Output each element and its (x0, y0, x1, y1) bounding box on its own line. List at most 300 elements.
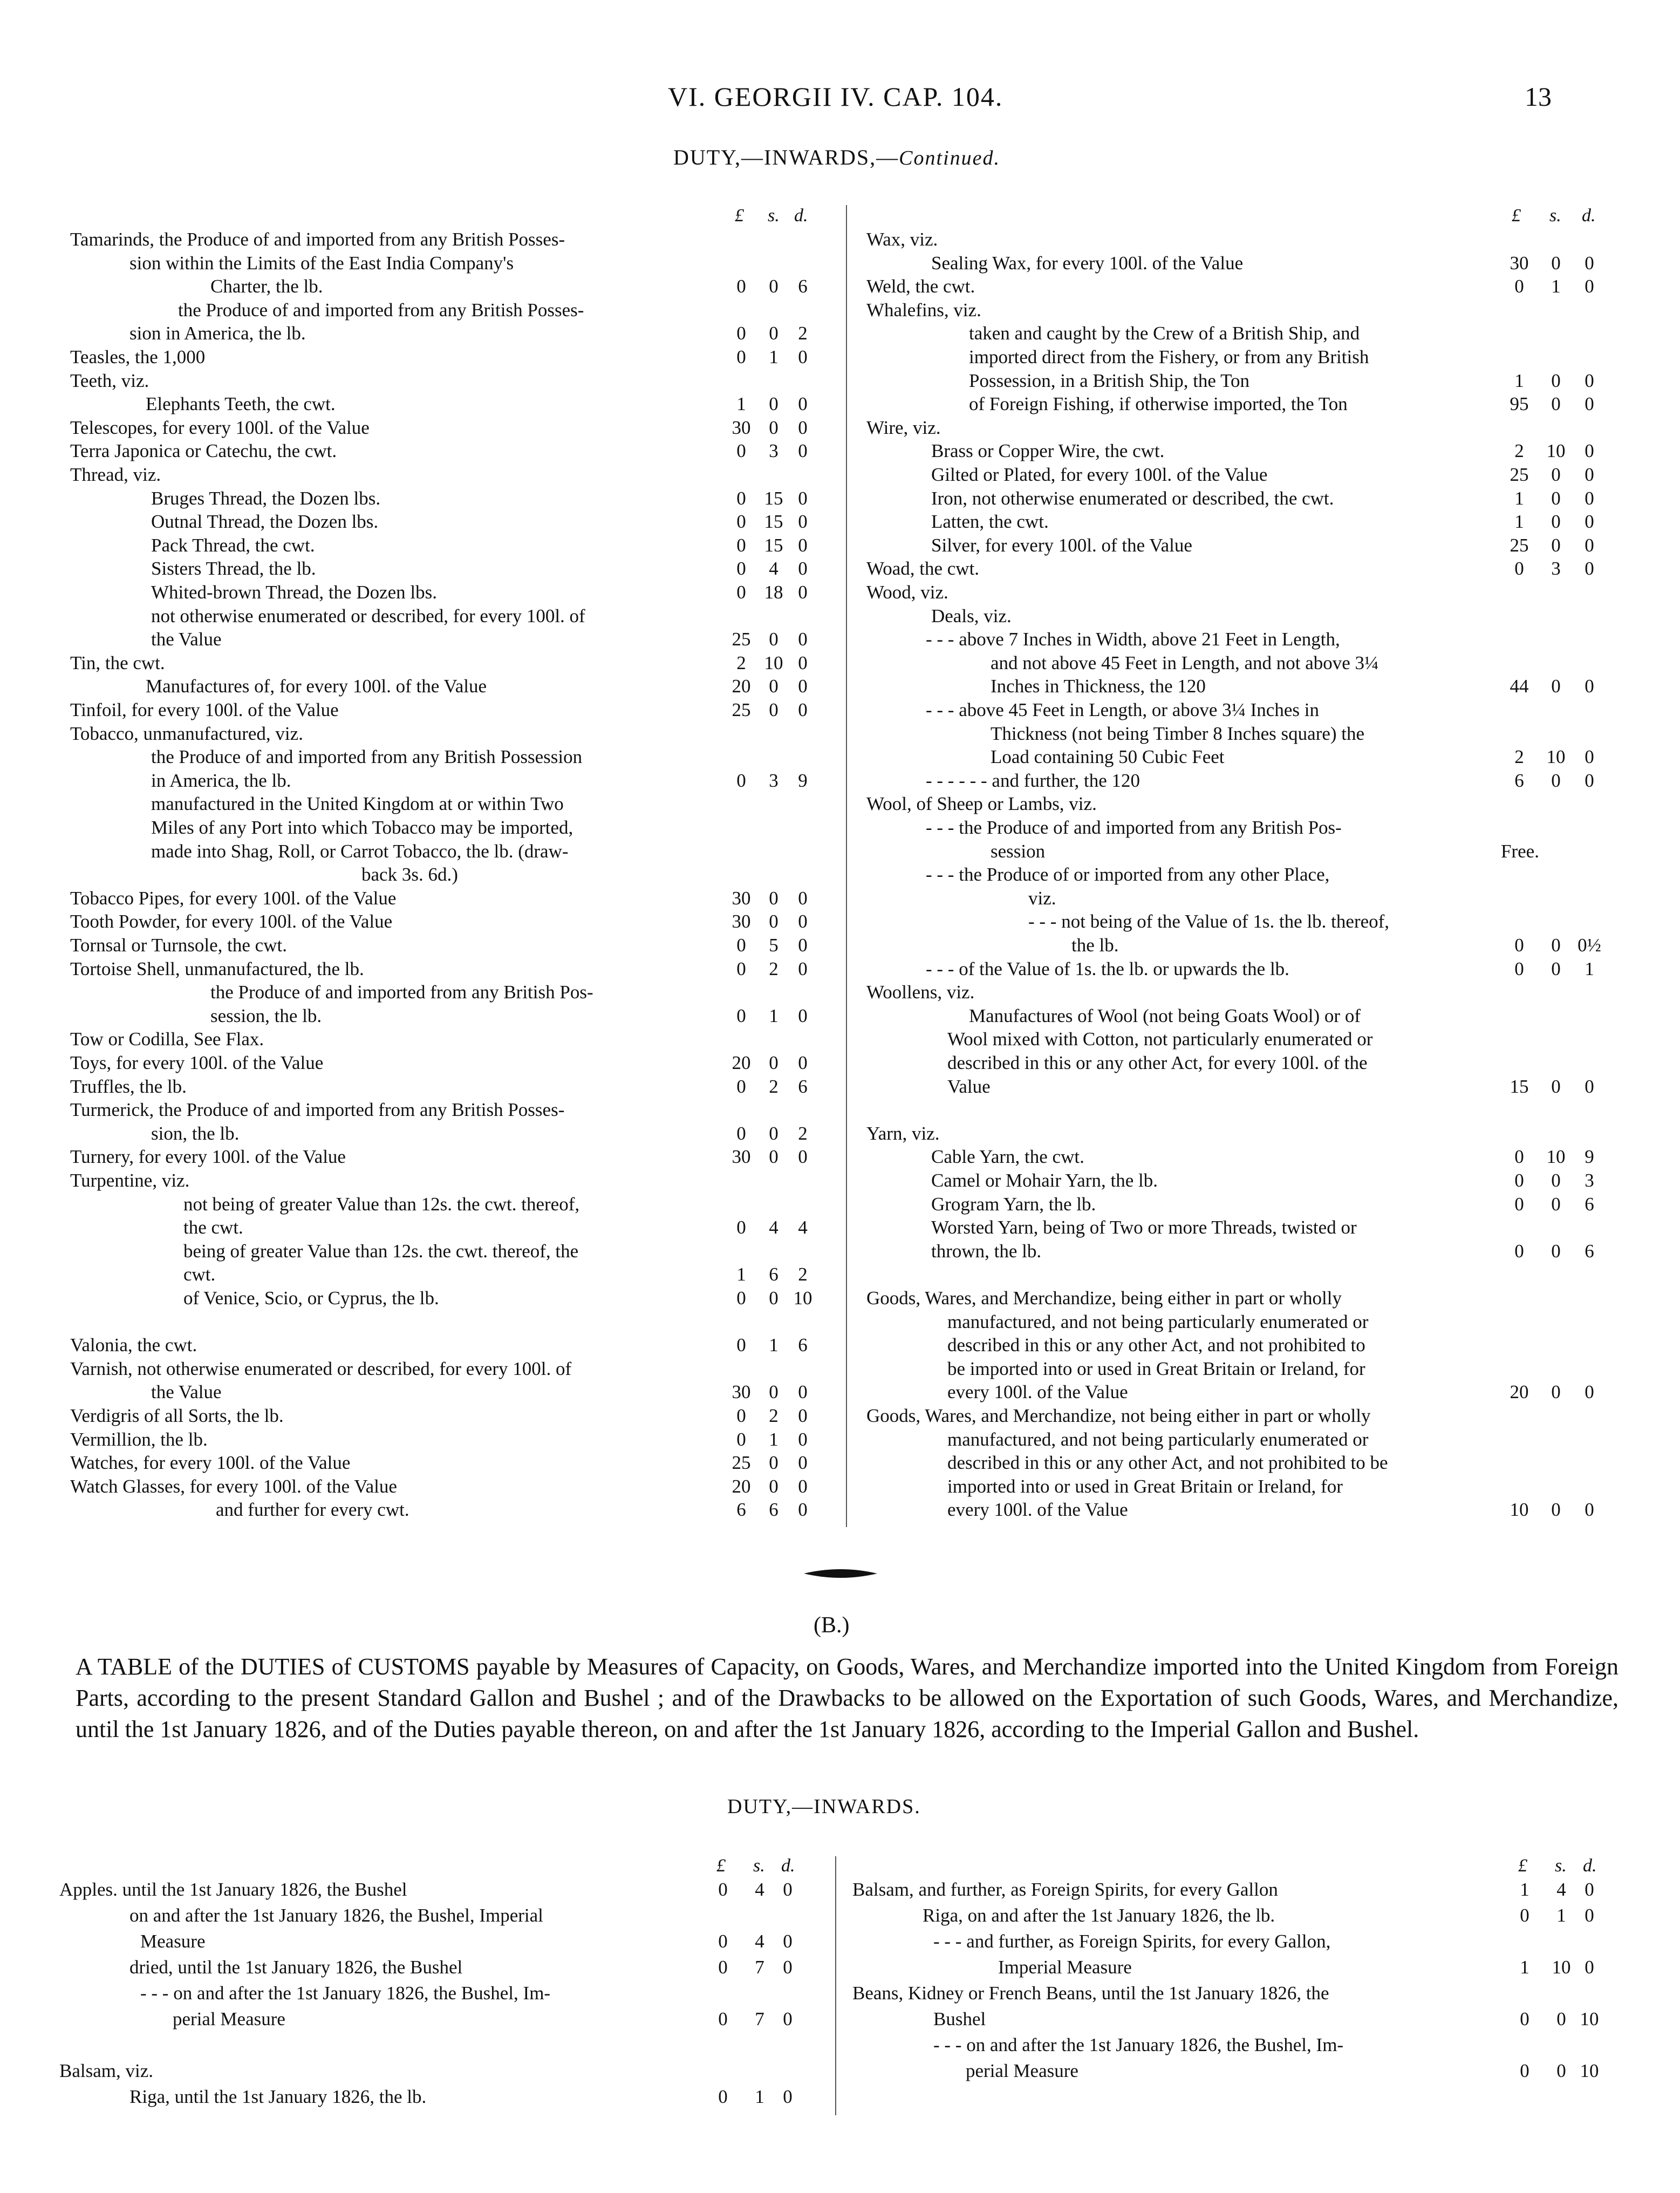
tariff-item-text: Thread, viz. (70, 464, 161, 485)
tariff-item-text: Tin, the cwt. (70, 652, 165, 673)
tariff-item-text: Turmerick, the Produce of and imported from any British Posses- (70, 1099, 565, 1121)
tariff-pounds: 0 (1514, 1240, 1524, 1262)
tariff-item-text: Balsam, viz. (59, 2060, 153, 2081)
tariff-item-text: Truffles, the lb. (70, 1075, 187, 1097)
tariff-item-text: Iron, not otherwise enumerated or described, the cwt. (931, 487, 1334, 509)
tariff-item-text: Turnery, for every 100l. of the Value (70, 1146, 346, 1168)
tariff-pounds: 0 (718, 1931, 728, 1952)
tariff-pence: 0 (1585, 1957, 1594, 1978)
pence-head: d. (1583, 1856, 1597, 1876)
tariff-item-text: Toys, for every 100l. of the Value (70, 1052, 324, 1073)
tariff-shillings: 3 (769, 769, 778, 791)
tariff-item-text: - - - the Produce of or imported from any other Place, (926, 864, 1330, 886)
tariff-pounds: 2 (1514, 440, 1524, 462)
tariff-shillings: 4 (769, 558, 778, 580)
tariff-item-text: - - - above 7 Inches in Width, above 21 Feet in Length, (926, 629, 1340, 650)
tariff-item-text: be imported into or used in Great Britain or Ireland, for (947, 1358, 1365, 1379)
tariff-pounds: 20 (732, 1052, 751, 1073)
tariff-item-text: Goods, Wares, and Merchandize, not being either in part or wholly (866, 1405, 1371, 1426)
tariff-shillings: 0 (769, 1288, 778, 1309)
tariff-item-text: - - - above 45 Feet in Length, or above 3¼ Inches in (926, 699, 1319, 720)
tariff-pounds: 0 (1514, 958, 1524, 979)
tariff-pence: 0 (1585, 252, 1594, 274)
pounds-head: £ (1512, 206, 1521, 226)
tariff-pence: 0 (1585, 1905, 1594, 1926)
tariff-pounds: 0 (736, 511, 746, 533)
tariff-shillings: 0 (769, 1452, 778, 1474)
tariff-pounds: 0 (1520, 2008, 1529, 2029)
tariff-item-text: cwt. (183, 1264, 216, 1285)
tariff-item-text: Sisters Thread, the lb. (151, 558, 316, 580)
tariff-shillings: 0 (769, 1052, 778, 1073)
tariff-pounds: 20 (732, 676, 751, 697)
tariff-item-text: Tooth Powder, for every 100l. of the Value (70, 911, 393, 932)
tariff-pounds: 30 (1510, 252, 1529, 274)
tariff-item-text: imported direct from the Fishery, or from any British (969, 346, 1369, 367)
tariff-free-label: Free. (1501, 840, 1539, 862)
tariff-pounds: 44 (1510, 676, 1529, 697)
tariff-item-text: Sealing Wax, for every 100l. of the Value (931, 252, 1244, 274)
tariff-shillings: 0 (769, 393, 778, 415)
tariff-item-text: Wax, viz. (866, 229, 938, 250)
tariff-pence: 0½ (1577, 935, 1601, 956)
tariff-pounds: 0 (736, 440, 746, 462)
tariff-item-text: of Venice, Scio, or Cyprus, the lb. (183, 1288, 439, 1309)
tariff-item-text: Terra Japonica or Catechu, the cwt. (70, 440, 337, 462)
tariff-shillings: 1 (1556, 1905, 1566, 1926)
tariff-shillings: 0 (1551, 769, 1561, 791)
tariff-pounds: 1 (736, 1264, 746, 1285)
tariff-shillings: 18 (764, 582, 783, 603)
tariff-pence: 3 (1585, 1170, 1594, 1191)
tariff-pence: 0 (1585, 370, 1594, 391)
tariff-pounds: 0 (736, 534, 746, 556)
tariff-pence: 1 (1585, 958, 1594, 979)
pounds-head: £ (735, 206, 744, 226)
tariff-item-text: the cwt. (183, 1217, 243, 1238)
tariff-pounds: 0 (736, 769, 746, 791)
tariff-pence: 9 (798, 769, 808, 791)
tariff-shillings: 6 (769, 1499, 778, 1521)
tariff-pounds: 1 (1520, 1957, 1529, 1978)
tariff-pence: 0 (798, 346, 808, 367)
tariff-pounds: 6 (736, 1499, 746, 1521)
tariff-item-text: Wool, of Sheep or Lambs, viz. (866, 793, 1097, 815)
tariff-pounds: 30 (732, 887, 751, 909)
tariff-pounds: 0 (718, 2008, 728, 2029)
tariff-item-text: Tortoise Shell, unmanufactured, the lb. (70, 958, 364, 979)
tariff-item-text: and not above 45 Feet in Length, and not above 3¼ (991, 652, 1379, 673)
tariff-pence: 0 (1585, 276, 1594, 297)
tariff-pence: 0 (798, 417, 808, 438)
tariff-pounds: 0 (736, 958, 746, 979)
tariff-item-text: - - - of the Value of 1s. the lb. or upwards the lb. (926, 958, 1289, 979)
tariff-pounds: 0 (736, 558, 746, 580)
tariff-pounds: 25 (732, 629, 751, 650)
tariff-item-text: Goods, Wares, and Merchandize, being either in part or wholly (866, 1288, 1342, 1309)
tariff-pounds: 30 (732, 1146, 751, 1168)
tariff-item-text: the Value (151, 1381, 222, 1403)
tariff-pounds: 20 (1510, 1381, 1529, 1403)
tariff-item-text: Miles of any Port into which Tobacco may be imported, (151, 817, 573, 838)
tariff-pence: 0 (798, 652, 808, 673)
tariff-pounds: 20 (732, 1475, 751, 1497)
tariff-shillings: 0 (769, 1146, 778, 1168)
tariff-item-text: Silver, for every 100l. of the Value (931, 534, 1192, 556)
tariff-item-text: Weld, the cwt. (866, 276, 975, 297)
tariff-item-text: Load containing 50 Cubic Feet (991, 746, 1225, 768)
tariff-pence: 0 (798, 440, 808, 462)
tariff-pence: 2 (798, 1122, 808, 1144)
tariff-pounds: 1 (1514, 370, 1524, 391)
tariff-shillings: 1 (769, 1334, 778, 1356)
tariff-pounds: 0 (736, 276, 746, 297)
tariff-item-text: Tamarinds, the Produce of and imported from any British Posses- (70, 229, 565, 250)
tariff-shillings: 0 (769, 323, 778, 344)
tariff-item-text: Teasles, the 1,000 (70, 346, 206, 367)
page-number: 13 (1525, 81, 1552, 112)
tariff-shillings: 0 (769, 676, 778, 697)
tariff-pounds: 0 (1520, 1905, 1529, 1926)
tariff-pence: 0 (798, 1005, 808, 1026)
tariff-shillings: 0 (769, 911, 778, 932)
tariff-item-text: Varnish, not otherwise enumerated or described, for every 100l. of (70, 1358, 572, 1379)
tariff-item-text: manufactured, and not being particularly enumerated or (947, 1311, 1369, 1332)
tariff-item-text: Measure (140, 1931, 206, 1952)
tariff-pence: 6 (798, 1334, 808, 1356)
tariff-shillings: 10 (1552, 1957, 1571, 1978)
tariff-shillings: 6 (769, 1264, 778, 1285)
tariff-item-text: not being of greater Value than 12s. the cwt. thereof, (183, 1193, 580, 1215)
tariff-item-text: the Produce of and imported from any British Posses- (178, 299, 584, 321)
tariff-shillings: 10 (1546, 440, 1566, 462)
tariff-shillings: 0 (1551, 252, 1561, 274)
tariff-pence: 0 (1585, 1879, 1594, 1900)
tariff-pence: 6 (1585, 1193, 1594, 1215)
subtitle-main: DUTY,—INWARDS,— (673, 145, 899, 169)
tariff-pounds: 0 (1514, 1193, 1524, 1215)
column-divider (846, 205, 847, 1527)
tariff-pence: 0 (798, 911, 808, 932)
tariff-item-text: - - - and further, as Foreign Spirits, for every Gallon, (933, 1931, 1331, 1952)
tariff-item-text: Cable Yarn, the cwt. (931, 1146, 1084, 1168)
tariff-item-text: Valonia, the cwt. (70, 1334, 197, 1356)
tariff-item-text: session (991, 840, 1046, 862)
tariff-item-text: and further for every cwt. (216, 1499, 409, 1521)
tariff-pence: 0 (798, 676, 808, 697)
tariff-item-text: the Value (151, 629, 222, 650)
tariff-pence: 0 (1585, 1075, 1594, 1097)
tariff-pence: 0 (783, 1931, 793, 1952)
tariff-item-text: the Produce of and imported from any British Possession (151, 746, 583, 768)
shillings-head: s. (768, 206, 780, 226)
b-left-column (59, 1854, 820, 2113)
tariff-pence: 0 (1585, 487, 1594, 509)
tariff-item-text: described in this or any other Act, and not prohibited to be (947, 1452, 1388, 1474)
tariff-pounds: 0 (736, 1405, 746, 1426)
tariff-shillings: 0 (769, 1381, 778, 1403)
tariff-pounds: 0 (1520, 2060, 1529, 2081)
tariff-item-text: made into Shag, Roll, or Carrot Tobacco, the lb. (draw- (151, 840, 569, 862)
tariff-item-text: described in this or any other Act, and not prohibited to (947, 1334, 1365, 1356)
tariff-shillings: 1 (1551, 276, 1561, 297)
tariff-pence: 4 (798, 1217, 808, 1238)
tariff-shillings: 10 (1546, 1146, 1566, 1168)
tariff-pence: 0 (1585, 393, 1594, 415)
pence-head: d. (781, 1856, 795, 1876)
left-column (70, 204, 825, 1542)
tariff-shillings: 0 (1551, 935, 1561, 956)
tariff-shillings: 2 (769, 958, 778, 979)
tariff-pounds: 1 (1514, 511, 1524, 533)
tariff-shillings: 10 (1546, 746, 1566, 768)
tariff-item-text: Wire, viz. (866, 417, 941, 438)
tariff-item-text: Tinfoil, for every 100l. of the Value (70, 699, 339, 720)
column-divider (835, 1856, 836, 2115)
tariff-item-text: Charter, the lb. (210, 276, 323, 297)
tariff-item-text: Manufactures of Wool (not being Goats Wool) or of (969, 1005, 1361, 1026)
tariff-item-text: Telescopes, for every 100l. of the Value (70, 417, 370, 438)
tariff-item-text: Woad, the cwt. (866, 558, 980, 580)
tariff-item-text: - - - - - - and further, the 120 (926, 769, 1141, 791)
duty-inwards-subtitle (673, 145, 1000, 170)
tariff-pence: 0 (1585, 746, 1594, 768)
tariff-pounds: 0 (1514, 1170, 1524, 1191)
tariff-item-text: - - - the Produce of and imported from any British Pos- (926, 817, 1342, 838)
tariff-shillings: 10 (764, 652, 783, 673)
tariff-pence: 0 (798, 1381, 808, 1403)
tariff-item-text: Whited-brown Thread, the Dozen lbs. (151, 582, 438, 603)
tariff-item-text: Deals, viz. (931, 605, 1012, 626)
tariff-item-text: dried, until the 1st January 1826, the Bushel (129, 1957, 463, 1978)
tariff-pence: 6 (798, 276, 808, 297)
tariff-item-text: Balsam, and further, as Foreign Spirits, for every Gallon (852, 1879, 1278, 1900)
tariff-pounds: 25 (1510, 534, 1529, 556)
tariff-shillings: 5 (769, 935, 778, 956)
tariff-pence: 0 (798, 487, 808, 509)
tariff-item-text: session, the lb. (210, 1005, 322, 1026)
tariff-shillings: 3 (1551, 558, 1561, 580)
tariff-pence: 0 (1585, 511, 1594, 533)
tariff-pence: 0 (798, 1452, 808, 1474)
tariff-shillings: 0 (769, 1475, 778, 1497)
tariff-item-text: perial Measure (173, 2008, 285, 2029)
tariff-pounds: 1 (1514, 487, 1524, 509)
tariff-pence: 0 (798, 1405, 808, 1426)
tariff-shillings: 0 (1551, 1240, 1561, 1262)
tariff-shillings: 0 (1551, 487, 1561, 509)
tariff-item-text: Tornsal or Turnsole, the cwt. (70, 935, 287, 956)
tariff-item-text: perial Measure (966, 2060, 1078, 2081)
tariff-item-text: Manufactures of, for every 100l. of the Value (146, 676, 487, 697)
tariff-pence: 0 (798, 558, 808, 580)
tariff-item-text: Possession, in a British Ship, the Ton (969, 370, 1250, 391)
tariff-pence: 0 (798, 629, 808, 650)
tariff-pounds: 0 (736, 1288, 746, 1309)
tariff-pence: 2 (798, 323, 808, 344)
tariff-pence: 0 (1585, 464, 1594, 485)
tariff-pounds: 0 (1514, 1146, 1524, 1168)
tariff-item-text: Apples. until the 1st January 1826, the Bushel (59, 1879, 407, 1900)
tariff-shillings: 0 (1551, 511, 1561, 533)
tariff-pounds: 0 (736, 323, 746, 344)
tariff-pounds: 0 (736, 346, 746, 367)
tariff-pounds: 1 (1520, 1879, 1529, 1900)
tariff-pounds: 25 (732, 699, 751, 720)
tariff-pounds: 25 (732, 1452, 751, 1474)
tariff-pounds: 30 (732, 1381, 751, 1403)
tariff-pounds: 15 (1510, 1075, 1529, 1097)
tariff-item-text: sion, the lb. (151, 1122, 240, 1144)
tariff-item-text: Gilted or Plated, for every 100l. of the Value (931, 464, 1268, 485)
tariff-item-text: Riga, on and after the 1st January 1826, the lb. (923, 1905, 1275, 1926)
tariff-shillings: 0 (1551, 1075, 1561, 1097)
tariff-shillings: 1 (755, 2086, 764, 2107)
tariff-item-text: Tobacco, unmanufactured, viz. (70, 723, 303, 744)
tariff-item-text: Bushel (933, 2008, 986, 2029)
tariff-pounds: 0 (718, 1879, 728, 1900)
section-b-duty-heading: DUTY,—INWARDS. (727, 1795, 921, 1818)
tariff-shillings: 7 (755, 1957, 764, 1978)
tariff-pounds: 2 (1514, 746, 1524, 768)
ornament-divider (804, 1568, 877, 1579)
tariff-pence: 9 (1585, 1146, 1594, 1168)
tariff-pence: 0 (783, 1957, 793, 1978)
tariff-item-text: manufactured in the United Kingdom at or within Two (151, 793, 564, 815)
tariff-item-text: Thickness (not being Timber 8 Inches square) the (991, 723, 1365, 744)
tariff-shillings: 0 (769, 276, 778, 297)
tariff-item-text: Brass or Copper Wire, the cwt. (931, 440, 1165, 462)
tariff-pounds: 10 (1510, 1499, 1529, 1521)
tariff-shillings: 15 (764, 487, 783, 509)
tariff-pence: 0 (798, 393, 808, 415)
tariff-shillings: 0 (769, 417, 778, 438)
section-b-label: (B.) (814, 1613, 850, 1638)
pounds-head: £ (1518, 1856, 1527, 1876)
pounds-head: £ (716, 1856, 726, 1876)
tariff-pence: 0 (798, 1146, 808, 1168)
tariff-pounds: 0 (736, 1334, 746, 1356)
tariff-pence: 10 (793, 1288, 812, 1309)
tariff-shillings: 0 (1551, 1499, 1561, 1521)
tariff-pence: 0 (798, 699, 808, 720)
tariff-item-text: Beans, Kidney or French Beans, until the 1st January 1826, the (852, 1983, 1329, 2004)
tariff-pounds: 0 (736, 487, 746, 509)
tariff-item-text: Inches in Thickness, the 120 (991, 676, 1206, 697)
tariff-item-text: taken and caught by the Crew of a British Ship, and (969, 323, 1360, 344)
tariff-item-text: Wool mixed with Cotton, not particularly enumerated or (947, 1029, 1373, 1050)
tariff-pounds: 1 (736, 393, 746, 415)
tariff-item-text: thrown, the lb. (931, 1240, 1042, 1262)
tariff-item-text: Woollens, viz. (866, 982, 975, 1003)
tariff-shillings: 0 (1551, 393, 1561, 415)
tariff-pounds: 0 (736, 582, 746, 603)
tariff-pence: 0 (1585, 1499, 1594, 1521)
tariff-shillings: 1 (769, 1428, 778, 1450)
tariff-shillings: 0 (1556, 2008, 1566, 2029)
tariff-item-text: Worsted Yarn, being of Two or more Threads, twisted or (931, 1217, 1357, 1238)
tariff-shillings: 0 (1551, 534, 1561, 556)
tariff-item-text: of Foreign Fishing, if otherwise imported, the Ton (969, 393, 1348, 415)
tariff-item-text: not otherwise enumerated or described, for every 100l. of (151, 605, 585, 626)
tariff-item-text: Bruges Thread, the Dozen lbs. (151, 487, 381, 509)
tariff-shillings: 0 (1551, 958, 1561, 979)
tariff-pounds: 6 (1514, 769, 1524, 791)
tariff-item-text: Imperial Measure (998, 1957, 1132, 1978)
right-column (866, 204, 1633, 1542)
tariff-item-text: Wood, viz. (866, 582, 948, 603)
tariff-item-text: Watches, for every 100l. of the Value (70, 1452, 351, 1474)
tariff-pence: 0 (1585, 558, 1594, 580)
tariff-item-text: Latten, the cwt. (931, 511, 1049, 533)
tariff-pence: 0 (798, 534, 808, 556)
tariff-item-text: Grogram Yarn, the lb. (931, 1193, 1096, 1215)
tariff-pence: 0 (798, 511, 808, 533)
tariff-shillings: 1 (769, 346, 778, 367)
tariff-item-text: Value (947, 1075, 991, 1097)
tariff-pounds: 0 (736, 935, 746, 956)
tariff-shillings: 0 (769, 887, 778, 909)
tariff-shillings: 4 (769, 1217, 778, 1238)
tariff-shillings: 7 (755, 2008, 764, 2029)
tariff-shillings: 4 (755, 1931, 764, 1952)
tariff-item-text: Elephants Teeth, the cwt. (146, 393, 336, 415)
tariff-item-text: described in this or any other Act, for every 100l. of the (947, 1052, 1368, 1073)
tariff-shillings: 4 (755, 1879, 764, 1900)
tariff-item-text: imported into or used in Great Britain or Ireland, for (947, 1475, 1343, 1497)
pence-head: d. (794, 206, 808, 226)
tariff-shillings: 0 (1551, 370, 1561, 391)
tariff-pence: 0 (1585, 1381, 1594, 1403)
tariff-item-text: Watch Glasses, for every 100l. of the Value (70, 1475, 397, 1497)
tariff-item-text: every 100l. of the Value (947, 1499, 1128, 1521)
section-b-paragraph: A TABLE of the DUTIES of CUSTOMS payable by Measures of Capacity, on Goods, Wares, and Merchandize imported into the United Kingdom from Foreign Parts, according to the present Standard Gallon and Bushel ; and of the Drawbacks to be allowed on the Exportation of such Goods, Wares, and Merchandize, until the 1st January 1826, and of the Duties payable thereon, on and after the 1st January 1826, according to the Imperial Gallon and Bushel. (76, 1653, 1618, 1742)
tariff-shillings: 2 (769, 1405, 778, 1426)
tariff-item-text: sion in America, the lb. (129, 323, 306, 344)
tariff-item-text: Vermillion, the lb. (70, 1428, 208, 1450)
tariff-pence: 2 (798, 1264, 808, 1285)
tariff-pounds: 0 (1514, 276, 1524, 297)
tariff-item-text: in America, the lb. (151, 769, 291, 791)
tariff-pence: 0 (798, 1475, 808, 1497)
tariff-shillings: 0 (769, 699, 778, 720)
shillings-head: s. (1549, 206, 1561, 226)
tariff-pence: 0 (783, 2008, 793, 2029)
tariff-pounds: 0 (736, 1428, 746, 1450)
pence-head: d. (1582, 206, 1596, 226)
tariff-pounds: 0 (736, 1005, 746, 1026)
tariff-pounds: 2 (736, 652, 746, 673)
tariff-item-text: - - - on and after the 1st January 1826, the Bushel, Im- (933, 2034, 1344, 2055)
tariff-pounds: 0 (736, 1075, 746, 1097)
tariff-shillings: 15 (764, 511, 783, 533)
tariff-pounds: 0 (718, 1957, 728, 1978)
tariff-item-text: Yarn, viz. (866, 1122, 940, 1144)
tariff-pence: 0 (798, 1052, 808, 1073)
tariff-item-text: - - - on and after the 1st January 1826, the Bushel, Im- (140, 1983, 551, 2004)
tariff-shillings: 0 (1551, 676, 1561, 697)
tariff-item-text: Whalefins, viz. (866, 299, 981, 321)
tariff-pence: 0 (798, 582, 808, 603)
tariff-pence: 10 (1580, 2060, 1599, 2081)
tariff-pence: 0 (1585, 440, 1594, 462)
shillings-head: s. (753, 1856, 765, 1876)
tariff-pounds: 0 (1514, 935, 1524, 956)
tariff-shillings: 0 (1551, 1381, 1561, 1403)
tariff-pence: 0 (798, 935, 808, 956)
tariff-pence: 6 (1585, 1240, 1594, 1262)
tariff-item-text: being of greater Value than 12s. the cwt. thereof, the (183, 1240, 579, 1262)
